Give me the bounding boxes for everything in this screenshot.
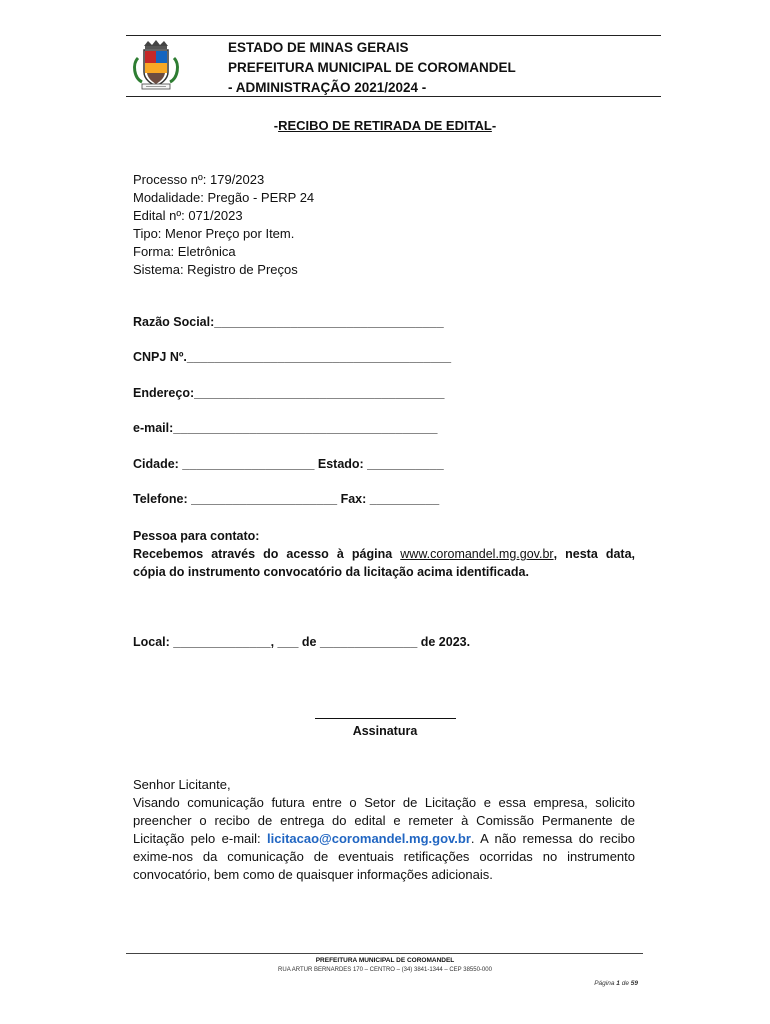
header-municipality: PREFEITURA MUNICIPAL DE COROMANDEL bbox=[228, 60, 516, 75]
header-bottom-rule bbox=[126, 96, 661, 97]
letter-greeting: Senhor Licitante, bbox=[133, 777, 231, 792]
razao-social-field[interactable]: Razão Social:_________________________________ bbox=[133, 315, 444, 329]
contact-label: Pessoa para contato: bbox=[133, 529, 260, 543]
contact-block bbox=[133, 527, 635, 581]
receipt-text-end: , nesta data, bbox=[553, 547, 636, 561]
document-title bbox=[0, 118, 770, 133]
letter-body-text-end: . A não remessa do recibo exime-nos da comunicação de eventuais retificações ocorridas no instrumento convocatório, bem como de quaisquer informações adicionais. bbox=[133, 831, 636, 882]
coat-of-arms-icon bbox=[130, 38, 182, 92]
letter-body-text: Visando comunicação futura entre o Setor de Licitação e essa empresa, solicito preencher o recibo de entrega do edital e remeter à Comissão Permanente de Licitação pelo e-mail: bbox=[133, 795, 635, 846]
receipt-statement-line2: cópia do instrumento convocatório da licitação acima identificada. bbox=[133, 565, 529, 579]
title-prefix: - bbox=[273, 118, 279, 133]
page-total: 59 bbox=[630, 980, 638, 987]
cnpj-field[interactable]: CNPJ Nº.______________________________________ bbox=[133, 350, 452, 364]
signature-line[interactable] bbox=[315, 706, 456, 719]
email-field[interactable]: e-mail:______________________________________ bbox=[133, 421, 438, 435]
website-link[interactable]: www.coromandel.mg.gov.br bbox=[400, 547, 554, 561]
telefone-fax-field[interactable]: Telefone: _____________________ Fax: __________ bbox=[133, 492, 440, 506]
type: Tipo: Menor Preço por Item. bbox=[133, 226, 295, 241]
title-suffix: - bbox=[491, 118, 497, 133]
letter-to-bidder bbox=[133, 776, 635, 884]
header-administration: - ADMINISTRAÇÃO 2021/2024 - bbox=[228, 80, 427, 95]
process-info bbox=[133, 171, 314, 279]
contact-email-link[interactable]: licitacao@coromandel.mg.gov.br bbox=[267, 831, 471, 846]
header-state: ESTADO DE MINAS GERAIS bbox=[228, 40, 409, 55]
footer-address: RUA ARTUR BERNARDES 170 – CENTRO – (34) 3841-1344 – CEP 38550-000 bbox=[278, 967, 492, 973]
process-number: Processo nº: 179/2023 bbox=[133, 172, 265, 187]
page-current: 1 bbox=[616, 980, 620, 987]
system: Sistema: Registro de Preços bbox=[133, 262, 298, 277]
footer-organization: PREFEITURA MUNICIPAL DE COROMANDEL bbox=[315, 957, 455, 964]
receipt-statement-line1 bbox=[133, 545, 635, 563]
endereco-field[interactable]: Endereço:____________________________________ bbox=[133, 386, 445, 400]
modality: Modalidade: Pregão - PERP 24 bbox=[133, 190, 315, 205]
edital-number: Edital nº: 071/2023 bbox=[133, 208, 243, 223]
page-number bbox=[594, 980, 638, 987]
title-text: RECIBO DE RETIRADA DE EDITAL bbox=[278, 118, 492, 133]
signature-label: Assinatura bbox=[352, 724, 418, 738]
header-title-block bbox=[228, 38, 516, 98]
footer-rule bbox=[126, 953, 643, 954]
page-prefix: Página bbox=[594, 980, 615, 987]
receipt-text: Recebemos através do acesso à página bbox=[133, 547, 393, 561]
form: Forma: Eletrônica bbox=[133, 244, 236, 259]
local-date-field[interactable]: Local: ______________, ___ de ______________ de 2023. bbox=[133, 635, 471, 649]
header-top-rule bbox=[126, 35, 661, 36]
letter-body bbox=[133, 794, 635, 884]
page-of: de bbox=[621, 980, 629, 987]
cidade-estado-field[interactable]: Cidade: ___________________ Estado: ___________ bbox=[133, 457, 444, 471]
